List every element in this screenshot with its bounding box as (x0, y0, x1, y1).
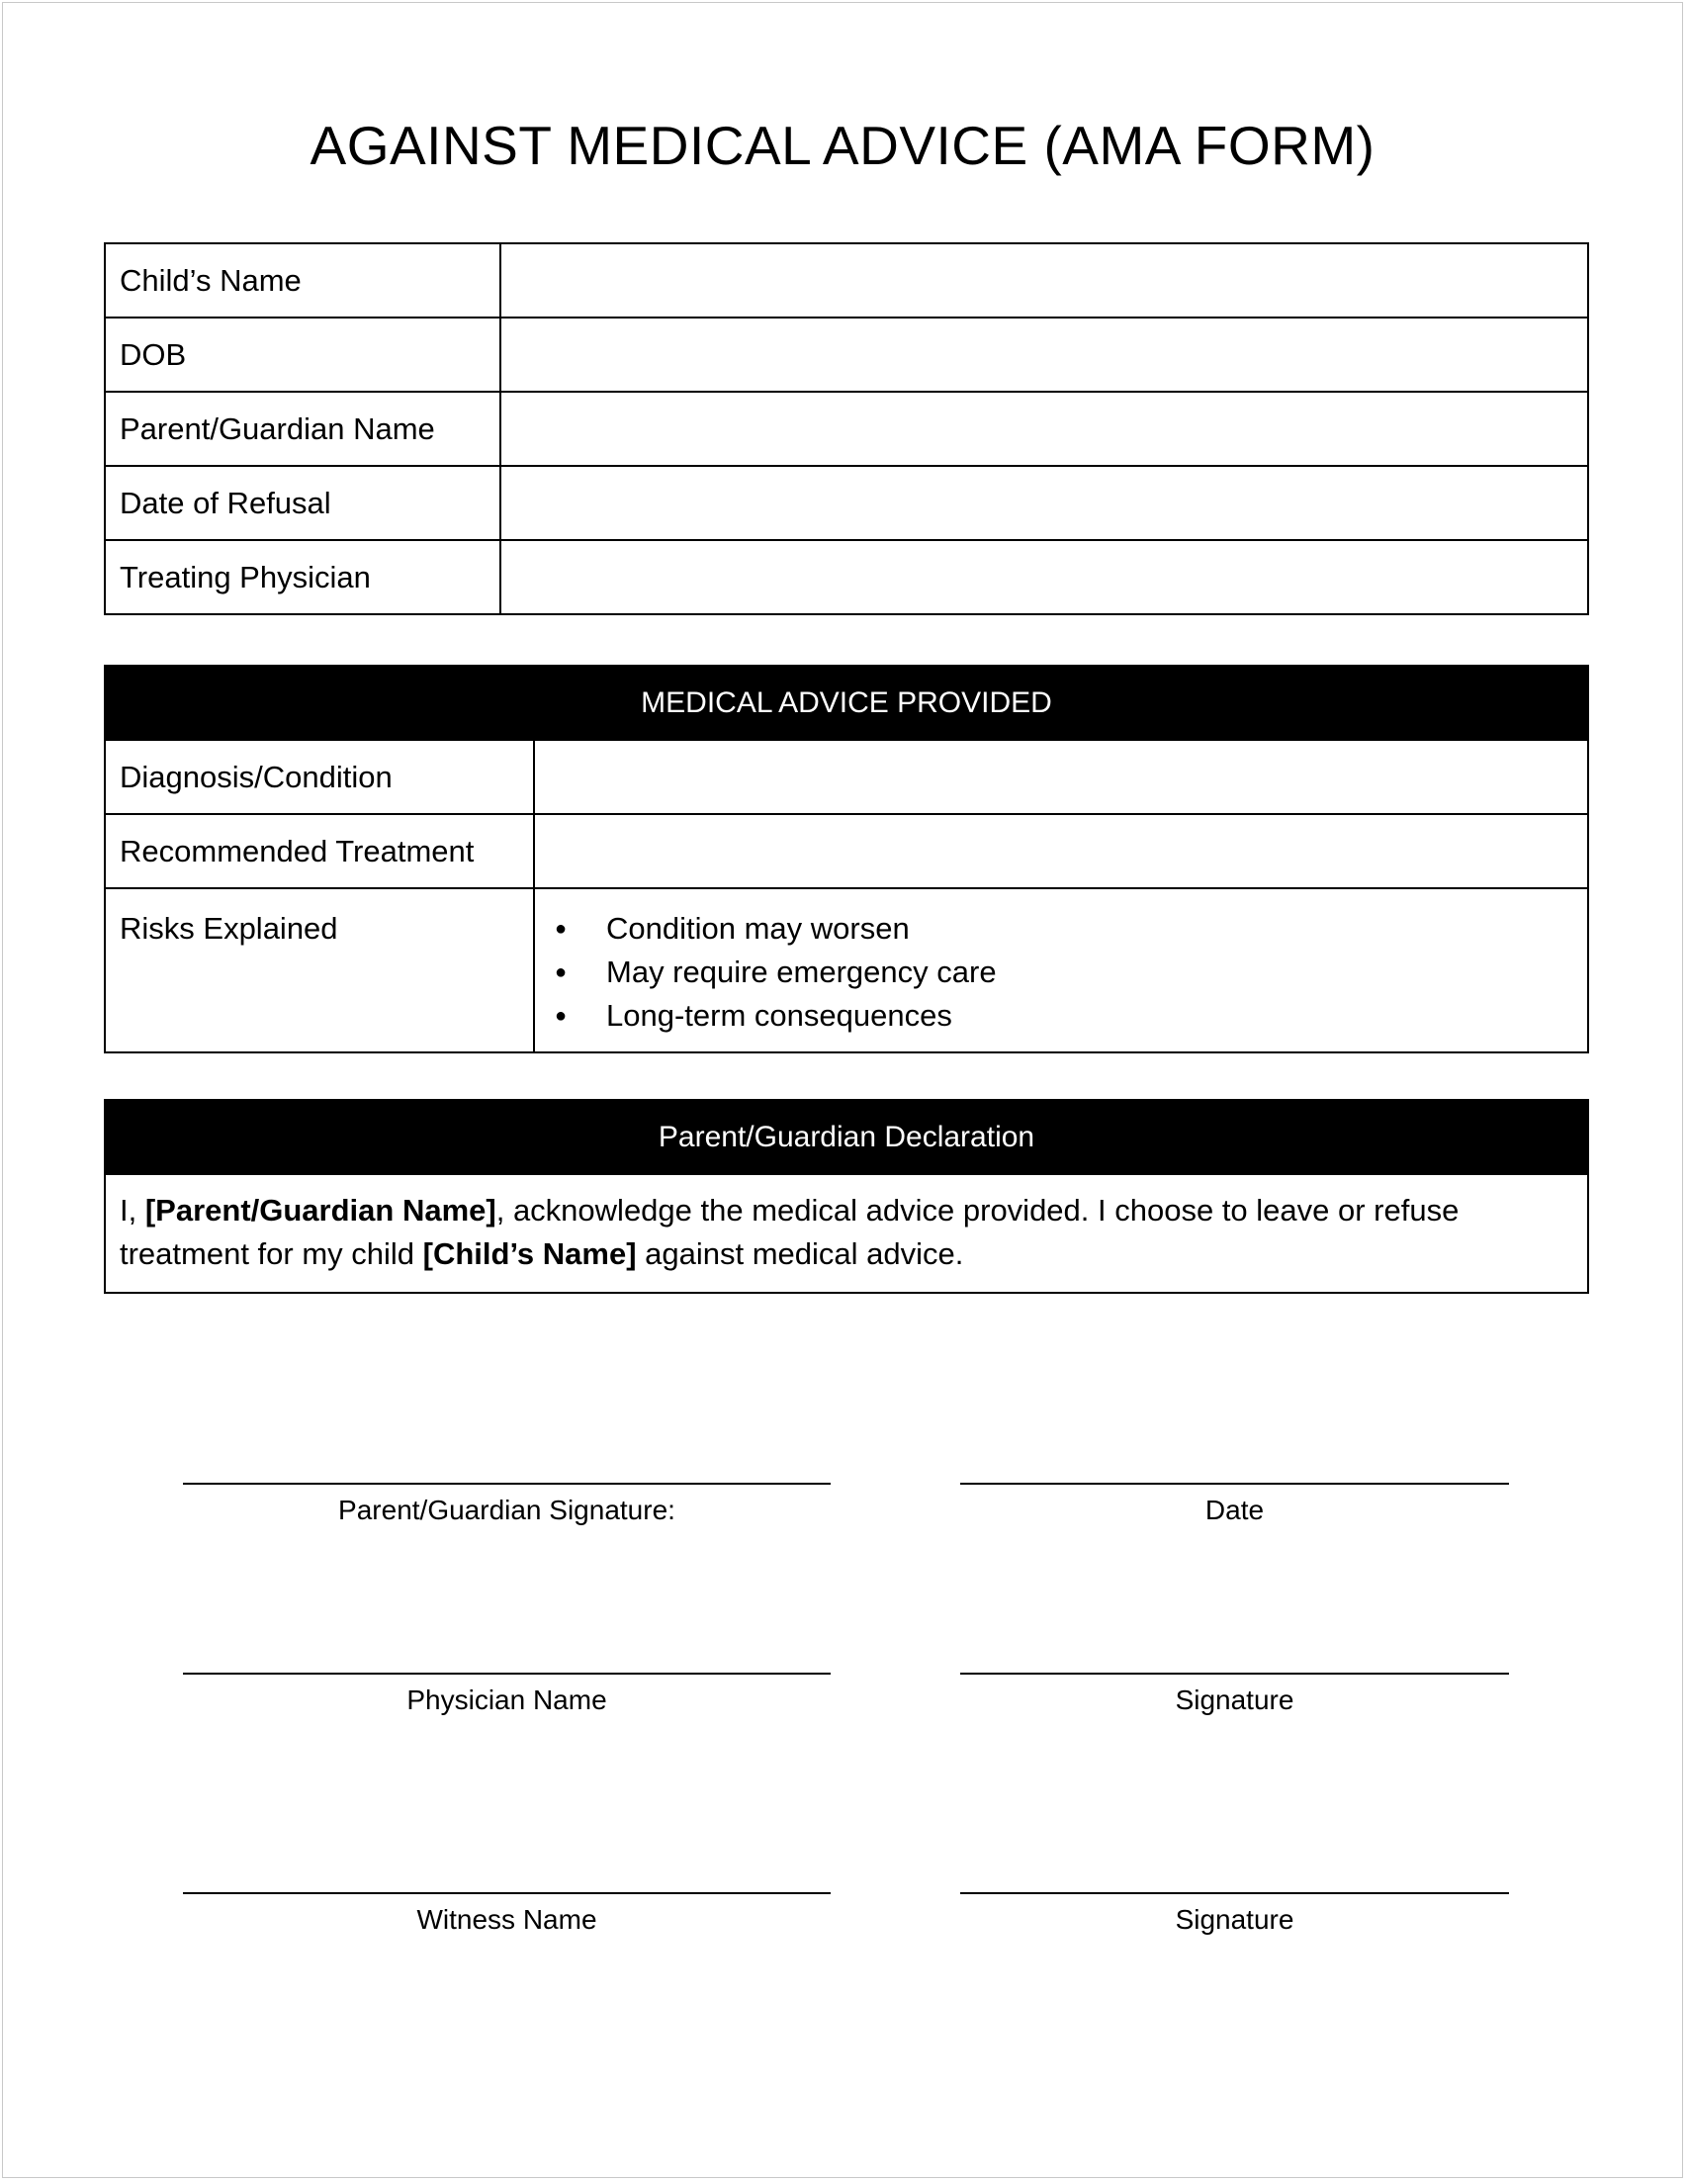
list-item: ● Condition may worsen (606, 907, 1573, 951)
parent-guardian-name-field[interactable] (500, 392, 1588, 466)
diagnosis-field[interactable] (534, 740, 1588, 814)
childs-name-label: Child’s Name (105, 243, 500, 318)
table-row (105, 1174, 1588, 1293)
date-of-refusal-field[interactable] (500, 466, 1588, 540)
treating-physician-label: Treating Physician (105, 540, 500, 614)
parent-guardian-name-label: Parent/Guardian Name (105, 392, 500, 466)
witness-signature-line[interactable] (960, 1892, 1509, 1894)
physician-signature-block (960, 1673, 1509, 1716)
table-row (105, 243, 1588, 318)
recommended-treatment-label: Recommended Treatment (105, 814, 534, 888)
recommended-treatment-field[interactable] (534, 814, 1588, 888)
dob-label: DOB (105, 318, 500, 392)
physician-name-line[interactable] (183, 1673, 831, 1675)
form-page (2, 2, 1683, 2178)
witness-name-block (183, 1892, 831, 1936)
declaration-text-part: against medical advice. (636, 1236, 964, 1271)
table-row (105, 1100, 1588, 1174)
physician-signature-line[interactable] (960, 1673, 1509, 1675)
page-title: AGAINST MEDICAL ADVICE (AMA FORM) (310, 115, 1376, 176)
list-item: ● Long-term consequences (606, 994, 1573, 1038)
parent-signature-label: Parent/Guardian Signature: (338, 1495, 675, 1525)
table-row (105, 740, 1588, 814)
risks-explained-label: Risks Explained (105, 888, 534, 1052)
parent-signature-block (183, 1483, 831, 1526)
date-of-refusal-label: Date of Refusal (105, 466, 500, 540)
date-label: Date (1204, 1495, 1265, 1525)
table-row (105, 540, 1588, 614)
table-row (105, 666, 1588, 740)
parent-signature-line[interactable] (183, 1483, 831, 1485)
declaration-header: Parent/Guardian Declaration (105, 1100, 1588, 1174)
table-row (105, 392, 1588, 466)
witness-signature-block (960, 1892, 1509, 1936)
declaration-text-part: , acknowledge the medical advice provided. I choose to leave or refuse treatment for my child (120, 1193, 1460, 1271)
dob-field[interactable] (500, 318, 1588, 392)
childs-name-field[interactable] (500, 243, 1588, 318)
witness-name-label: Witness Name (416, 1904, 597, 1935)
declaration-table (104, 1099, 1589, 1294)
list-item: ● May require emergency care (606, 951, 1573, 994)
treating-physician-field[interactable] (500, 540, 1588, 614)
date-block (960, 1483, 1509, 1526)
risks-list (549, 907, 1573, 1038)
table-row (105, 814, 1588, 888)
risks-explained-cell (534, 888, 1588, 1052)
childs-name-placeholder: [Child’s Name] (422, 1236, 637, 1271)
medical-advice-table (104, 665, 1589, 1053)
medical-advice-header: MEDICAL ADVICE PROVIDED (105, 666, 1588, 740)
physician-name-block (183, 1673, 831, 1716)
date-line[interactable] (960, 1483, 1509, 1485)
table-row (105, 318, 1588, 392)
parent-guardian-name-placeholder: [Parent/Guardian Name] (144, 1193, 496, 1228)
witness-name-line[interactable] (183, 1892, 831, 1894)
witness-signature-label: Signature (1175, 1904, 1294, 1935)
physician-signature-label: Signature (1175, 1684, 1294, 1715)
diagnosis-label: Diagnosis/Condition (105, 740, 534, 814)
declaration-text (105, 1174, 1588, 1293)
physician-name-label: Physician Name (406, 1684, 607, 1715)
patient-info-table (104, 242, 1589, 615)
declaration-text-part: I, (120, 1193, 145, 1228)
table-row (105, 466, 1588, 540)
table-row (105, 888, 1588, 1052)
